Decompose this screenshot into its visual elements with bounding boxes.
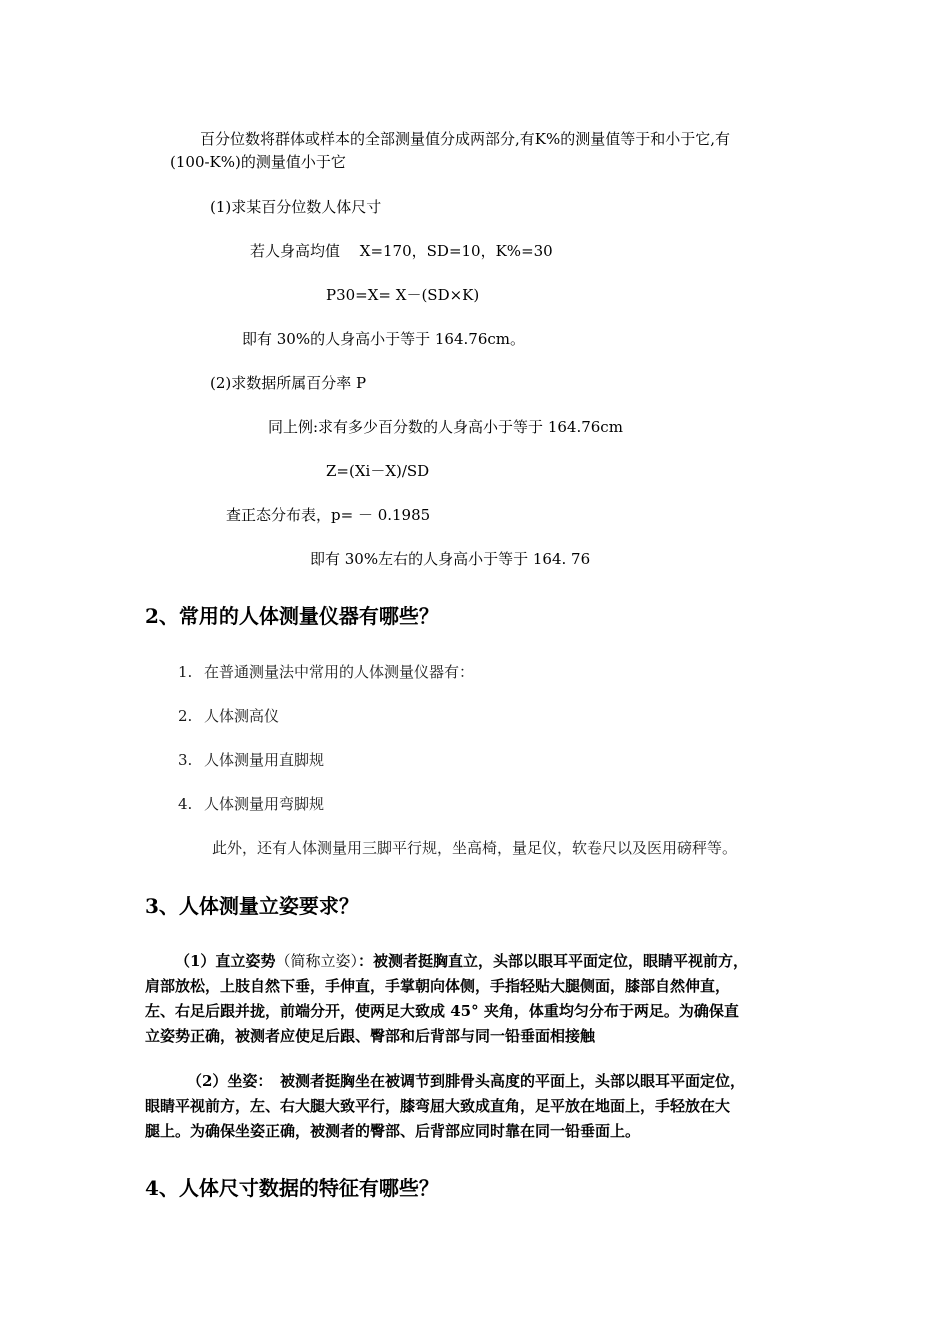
same-example: 同上例:求有多少百分数的人身高小于等于 164.76cm bbox=[268, 418, 623, 436]
list-number: 1. bbox=[178, 663, 193, 681]
sitting-line-2: 眼睛平视前方，左、右大腿大致平行，膝弯屈大致成直角，足平放在地面上，手轻放在大 bbox=[145, 1097, 731, 1115]
result-2: 即有 30%左右的人身高小于等于 164. 76 bbox=[310, 550, 591, 568]
intro-line-1: 百分位数将群体或样本的全部测量值分成两部分,有K%的测量值等于和小于它,有 bbox=[200, 130, 730, 148]
subsection-1-title: (1)求某百分位数人体尺寸 bbox=[210, 198, 382, 216]
section-4-heading: 4、人体尺寸数据的特征有哪些？ bbox=[145, 1176, 439, 1200]
list-item bbox=[178, 794, 324, 814]
sitting-line-1: （2）坐姿： 被测者挺胸坐在被调节到腓骨头高度的平面上，头部以眼耳平面定位， bbox=[187, 1072, 745, 1090]
standing-line-1 bbox=[145, 949, 825, 974]
list-text: 人体测高仪 bbox=[204, 707, 280, 725]
standing-line-3: 左、右足后跟并拢，前端分开，使两足大致成 45° 夹角，体重均匀分布于两足。为确保直 bbox=[145, 1002, 739, 1020]
sitting-posture-paragraph bbox=[145, 1069, 825, 1144]
list-number: 3. bbox=[178, 751, 193, 769]
list-text: 人体测量用弯脚规 bbox=[204, 795, 325, 813]
section-3-heading: 3、人体测量立姿要求？ bbox=[145, 894, 359, 918]
list-text: 在普通测量法中常用的人体测量仪器有： bbox=[204, 663, 475, 681]
example-values: 若人身高均值 X=170，SD=10，K%=30 bbox=[250, 242, 553, 260]
standing-line-4: 立姿势正确，被测者应使足后跟、臀部和后背部与同一铅垂面相接触 bbox=[145, 1027, 596, 1045]
formula-z: Z=(Xi－X)/SD bbox=[326, 462, 430, 480]
list-number: 2. bbox=[178, 707, 193, 725]
standing-label: （1）直立姿势 bbox=[175, 952, 276, 970]
result-1: 即有 30%的人身高小于等于 164.76cm。 bbox=[242, 330, 525, 348]
subsection-2-title: (2)求数据所属百分率 P bbox=[210, 374, 367, 392]
standing-posture-paragraph bbox=[145, 949, 825, 1049]
section-2-heading: 2、常用的人体测量仪器有哪些？ bbox=[145, 604, 439, 628]
sitting-line-3: 腿上。为确保坐姿正确，被测者的臀部、后背部应同时靠在同一铅垂面上。 bbox=[145, 1122, 641, 1140]
intro-line-2: (100-K%)的测量值小于它 bbox=[170, 153, 346, 171]
lookup-line: 查正态分布表，p= － 0.1985 bbox=[226, 506, 431, 524]
extra-instruments: 此外，还有人体测量用三脚平行规，坐高椅，量足仪，软卷尺以及医用磅秤等。 bbox=[212, 839, 738, 857]
list-item bbox=[178, 750, 324, 770]
standing-note: （简称立姿） bbox=[275, 952, 358, 970]
standing-text-1: ：被测者挺胸直立，头部以眼耳平面定位，眼睛平视前方， bbox=[357, 952, 748, 970]
standing-line-2: 肩部放松，上肢自然下垂，手伸直，手掌朝向体侧，手指轻贴大腿侧面，膝部自然伸直， bbox=[145, 977, 731, 995]
list-number: 4. bbox=[178, 795, 193, 813]
list-text: 人体测量用直脚规 bbox=[204, 751, 325, 769]
list-item bbox=[178, 662, 474, 682]
list-item bbox=[178, 706, 279, 726]
formula-p30: P30=X= X－(SD×K) bbox=[326, 286, 480, 304]
